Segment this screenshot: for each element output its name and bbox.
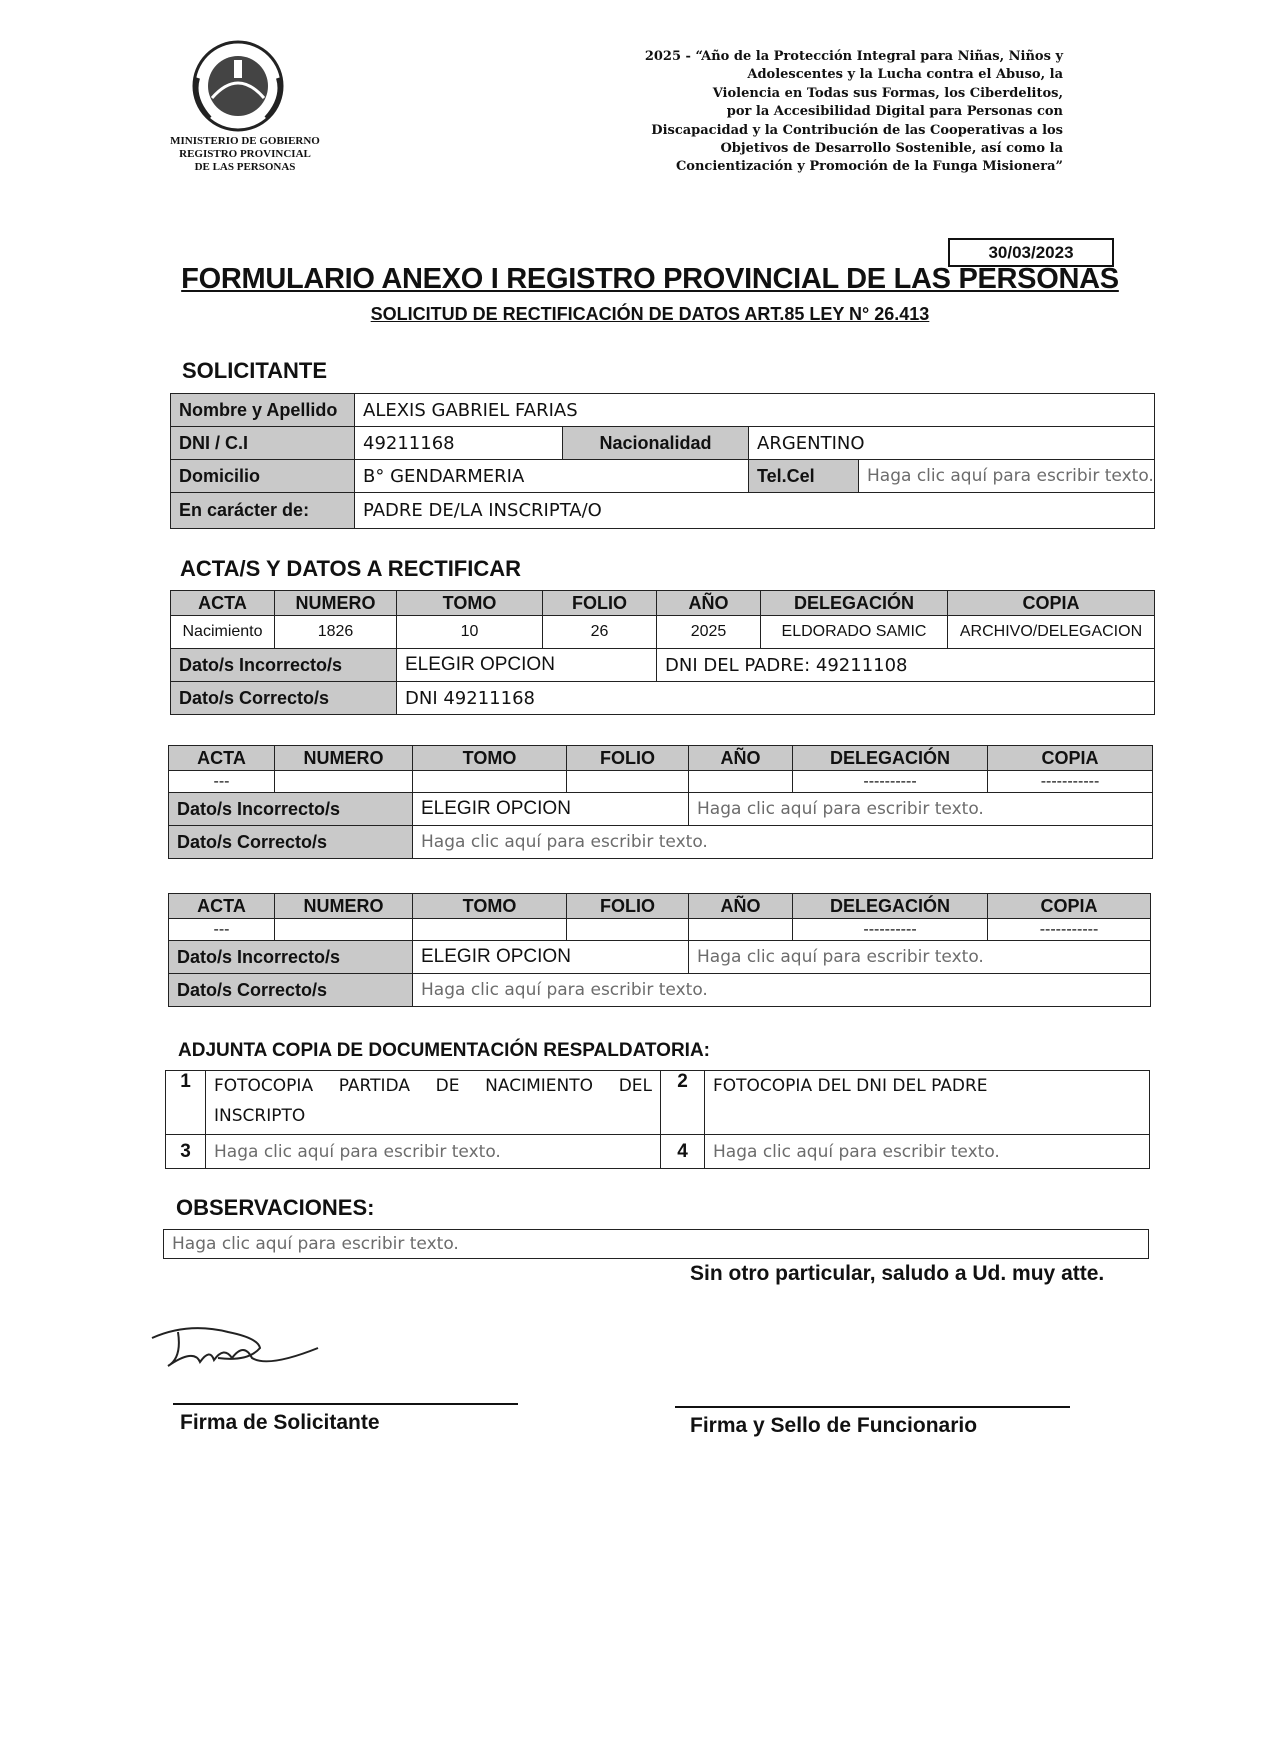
col-header: COPIA: [948, 591, 1155, 616]
correct-data-field[interactable]: Haga clic aquí para escribir texto.: [413, 826, 1153, 859]
adjunta-table: [165, 1070, 1150, 1169]
incorrect-data-field[interactable]: Haga clic aquí para escribir texto.: [689, 793, 1153, 826]
domicilio-field[interactable]: B° GENDARMERIA: [355, 460, 749, 493]
copia-cell[interactable]: -----------: [988, 771, 1153, 793]
folio-cell[interactable]: [567, 919, 689, 941]
col-header: FOLIO: [567, 746, 689, 771]
telcel-field[interactable]: Haga clic aquí para escribir texto.: [859, 460, 1155, 493]
incorrect-data-field[interactable]: Haga clic aquí para escribir texto.: [689, 941, 1151, 974]
form-date: 30/03/2023: [948, 238, 1114, 267]
incorrect-label: Dato/s Incorrecto/s: [169, 793, 413, 826]
delegacion-cell[interactable]: ----------: [793, 919, 988, 941]
col-header: DELEGACIÓN: [761, 591, 948, 616]
col-header: FOLIO: [567, 894, 689, 919]
signature-scribble: [148, 1318, 328, 1378]
copia-cell[interactable]: -----------: [988, 919, 1151, 941]
closing-text: Sin otro particular, saludo a Ud. muy atte.: [690, 1262, 1105, 1285]
acta-cell[interactable]: Nacimiento: [171, 616, 275, 649]
solicitante-table: [170, 393, 1155, 529]
motto-line: Objetivos de Desarrollo Sostenible, así como la: [720, 141, 1063, 157]
col-header: NUMERO: [275, 894, 413, 919]
incorrect-option-select[interactable]: ELEGIR OPCION: [397, 649, 657, 682]
col-header: DELEGACIÓN: [793, 894, 988, 919]
caracter-label: En carácter de:: [171, 493, 355, 529]
anio-cell[interactable]: [689, 771, 793, 793]
name-field[interactable]: ALEXIS GABRIEL FARIAS: [355, 394, 1155, 427]
copia-cell[interactable]: ARCHIVO/DELEGACION: [948, 616, 1155, 649]
doc-field[interactable]: Haga clic aquí para escribir texto.: [705, 1135, 1150, 1169]
doc-number: 1: [166, 1071, 206, 1135]
dni-field[interactable]: 49211168: [355, 427, 563, 460]
solicitante-heading: SOLICITANTE: [182, 358, 328, 383]
ministry-line: DE LAS PERSONAS: [194, 161, 296, 173]
correct-label: Dato/s Correcto/s: [169, 826, 413, 859]
signature-line-funcionario: [675, 1406, 1070, 1408]
col-header: DELEGACIÓN: [793, 746, 988, 771]
motto-line: Discapacidad y la Contribución de las Cooperativas a los: [651, 122, 1063, 138]
dni-label: DNI / C.I: [171, 427, 355, 460]
col-header: FOLIO: [543, 591, 657, 616]
tomo-cell[interactable]: [413, 919, 567, 941]
observaciones-field[interactable]: Haga clic aquí para escribir texto.: [164, 1230, 1149, 1259]
motto-line: Adolescentes y la Lucha contra el Abuso, la: [747, 67, 1063, 83]
acta-block-1: [170, 590, 1155, 715]
numero-cell[interactable]: [275, 771, 413, 793]
adjunta-heading: ADJUNTA COPIA DE DOCUMENTACIÓN RESPALDATORIA:: [178, 1040, 710, 1061]
correct-label: Dato/s Correcto/s: [171, 682, 397, 715]
col-header: AÑO: [689, 894, 793, 919]
col-header: NUMERO: [275, 591, 397, 616]
incorrect-data-field[interactable]: DNI DEL PADRE: 49211108: [657, 649, 1155, 682]
actas-heading: ACTA/S Y DATOS A RECTIFICAR: [180, 556, 522, 581]
col-header: TOMO: [413, 894, 567, 919]
motto-line: Violencia en Todas sus Formas, los Ciberdelitos,: [712, 85, 1063, 101]
motto-line: por la Accesibilidad Digital para Personas con: [726, 104, 1063, 120]
col-header: ACTA: [169, 746, 275, 771]
col-header: TOMO: [413, 746, 567, 771]
incorrect-option-select[interactable]: ELEGIR OPCION: [413, 941, 689, 974]
telcel-label: Tel.Cel: [749, 460, 859, 493]
observaciones-heading: OBSERVACIONES:: [176, 1195, 375, 1220]
incorrect-label: Dato/s Incorrecto/s: [171, 649, 397, 682]
motto-line: 2025 - “Año de la Protección Integral para Niñas, Niños y: [644, 49, 1063, 64]
form-subtitle: SOLICITUD DE RECTIFICACIÓN DE DATOS ART.85 LEY N° 26.413: [370, 304, 930, 324]
motto-line: Concientización y Promoción de la Funga Misionera”: [675, 159, 1063, 175]
doc-number: 2: [661, 1071, 705, 1135]
correct-label: Dato/s Correcto/s: [169, 974, 413, 1007]
domicilio-label: Domicilio: [171, 460, 355, 493]
nacionalidad-field[interactable]: ARGENTINO: [749, 427, 1155, 460]
signature-label-funcionario: Firma y Sello de Funcionario: [690, 1414, 978, 1437]
signature-line-solicitante: [173, 1403, 518, 1405]
name-label: Nombre y Apellido: [171, 394, 355, 427]
correct-data-field[interactable]: DNI 49211168: [397, 682, 1155, 715]
tomo-cell[interactable]: 10: [397, 616, 543, 649]
numero-cell[interactable]: 1826: [275, 616, 397, 649]
folio-cell[interactable]: 26: [543, 616, 657, 649]
col-header: ACTA: [171, 591, 275, 616]
year-motto: [545, 48, 1063, 177]
ministry-line: REGISTRO PROVINCIAL: [179, 148, 311, 160]
signature-label-solicitante: Firma de Solicitante: [180, 1411, 380, 1434]
nacionalidad-label: Nacionalidad: [563, 427, 749, 460]
acta-block-2: [168, 745, 1153, 859]
form-title: FORMULARIO ANEXO I REGISTRO PROVINCIAL DE LAS PERSONAS: [181, 263, 1119, 295]
caracter-field[interactable]: PADRE DE/LA INSCRIPTA/O: [355, 493, 1155, 529]
col-header: ACTA: [169, 894, 275, 919]
col-header: AÑO: [689, 746, 793, 771]
anio-cell[interactable]: 2025: [657, 616, 761, 649]
col-header: COPIA: [988, 894, 1151, 919]
doc-field[interactable]: FOTOCOPIA DEL DNI DEL PADRE: [705, 1071, 1150, 1135]
acta-cell[interactable]: ---: [169, 919, 275, 941]
ministry-line: MINISTERIO DE GOBIERNO: [170, 135, 320, 147]
ministry-heading: [150, 135, 340, 174]
acta-block-3: [168, 893, 1151, 1007]
numero-cell[interactable]: [275, 919, 413, 941]
doc-field[interactable]: Haga clic aquí para escribir texto.: [206, 1135, 661, 1169]
tomo-cell[interactable]: [413, 771, 567, 793]
observaciones-table: [163, 1229, 1149, 1259]
folio-cell[interactable]: [567, 771, 689, 793]
col-header: COPIA: [988, 746, 1153, 771]
incorrect-option-select[interactable]: ELEGIR OPCION: [413, 793, 689, 826]
delegacion-cell[interactable]: ELDORADO SAMIC: [761, 616, 948, 649]
doc-number: 3: [166, 1135, 206, 1169]
incorrect-label: Dato/s Incorrecto/s: [169, 941, 413, 974]
correct-data-field[interactable]: Haga clic aquí para escribir texto.: [413, 974, 1151, 1007]
delegacion-cell[interactable]: ----------: [793, 771, 988, 793]
doc-number: 4: [661, 1135, 705, 1169]
col-header: TOMO: [397, 591, 543, 616]
province-crest-logo: [190, 38, 286, 134]
doc-field[interactable]: FOTOCOPIA PARTIDA DE NACIMIENTO DEL INSCRIPTO: [206, 1071, 661, 1135]
col-header: NUMERO: [275, 746, 413, 771]
anio-cell[interactable]: [689, 919, 793, 941]
col-header: AÑO: [657, 591, 761, 616]
acta-cell[interactable]: ---: [169, 771, 275, 793]
